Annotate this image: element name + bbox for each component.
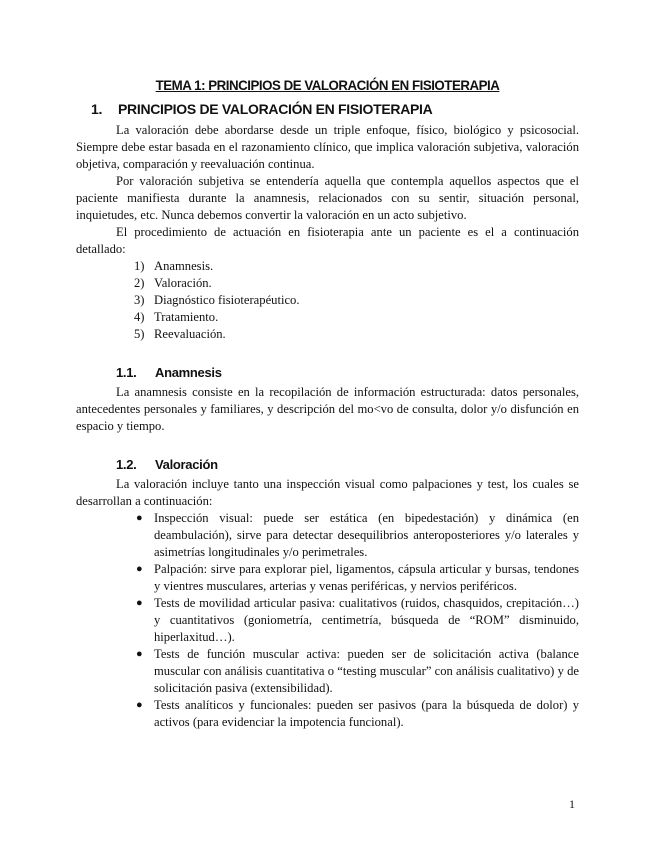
list-item [134,697,579,731]
list-item-text: Reevaluación. [154,327,226,341]
bullet-icon: ● [136,648,143,660]
list-item-text: Inspección visual: puede ser estática (en bipedestación) y dinámica (en deambulación), sirve para detectar desequilibrios anteroposteriores y/o laterales y asimetrías longitudinales y/o perimetrales. [154,511,579,559]
list-item [134,292,300,309]
paragraph: El procedimiento de actuación en fisioterapia ante un paciente es el a continuación detallado: [76,225,579,256]
list-item-text: Anamnesis. [154,259,214,273]
paragraph: Por valoración subjetiva se entendería aquella que contempla aquellos aspectos que el paciente manifiesta durante la anamnesis, relacionados con su sentir, situación personal, inquietudes, etc. Nunca debemos convertir la valoración en un acto subjetivo. [76,174,579,222]
section-1-2-heading [116,456,218,473]
section-1-2-title: Valoración [155,457,218,472]
list-item [134,595,579,646]
section-1-body [76,122,579,258]
paragraph: La anamnesis consiste en la recopilación de información estructurada: datos personales, antecedentes personales y familiares, y descripción del mo<vo de consulta, dolor y/o disfunción en espacio y tiempo. [76,385,579,433]
list-item-number: 3) [134,293,145,307]
section-1-heading [91,101,432,118]
list-item [134,326,300,343]
bullet-icon: ● [136,699,143,711]
list-item [134,275,300,292]
bullet-icon: ● [136,512,143,524]
list-item-text: Palpación: sirve para explorar piel, ligamentos, cápsula articular y bursas, tendones y vientres musculares, arterias y venas periféricas, y nervios periféricos. [154,562,579,593]
assessment-bullet-list [134,510,579,731]
section-1-1-body [76,384,579,435]
section-1-1-number: 1.1. [116,365,137,380]
bullet-icon: ● [136,597,143,609]
page-number: 1 [569,797,575,811]
paragraph: La valoración debe abordarse desde un triple enfoque, físico, biológico y psicosocial. Siempre debe estar basada en el razonamiento clínico, que implica valoración subjetiva, valoración objetiva, comparación y reevaluación continua. [76,123,579,171]
section-1-1-title: Anamnesis [155,365,222,380]
procedure-steps-list [134,258,300,343]
section-1-1-heading [116,364,222,381]
list-item [134,258,300,275]
section-1-title: PRINCIPIOS DE VALORACIÓN EN FISIOTERAPIA [118,101,433,117]
list-item-text: Tratamiento. [154,310,219,324]
list-item-number: 5) [134,327,145,341]
list-item-text: Tests de función muscular activa: pueden ser de solicitación activa (balance muscular con análisis cuantitativa o “testing muscular” con análisis cualitativo) y de solicitación pasiva (extensibilidad). [154,647,579,695]
document-title: TEMA 1: PRINCIPIOS DE VALORACIÓN EN FISIOTERAPIA [155,77,500,93]
list-item-number: 2) [134,276,145,290]
list-item [134,309,300,326]
section-1-number: 1. [91,101,103,117]
section-1-2-body [76,476,579,510]
list-item [134,510,579,561]
list-item-text: Diagnóstico fisioterapéutico. [154,293,300,307]
list-item [134,561,579,595]
list-item [134,646,579,697]
paragraph: La valoración incluye tanto una inspección visual como palpaciones y test, los cuales se desarrollan a continuación: [76,477,579,508]
section-1-2-number: 1.2. [116,457,137,472]
list-item-text: Tests analíticos y funcionales: pueden ser pasivos (para la búsqueda de dolor) y activos (para evidenciar la impotencia funcional). [154,698,579,729]
list-item-number: 1) [134,259,145,273]
list-item-text: Valoración. [154,276,212,290]
bullet-icon: ● [136,563,143,575]
list-item-number: 4) [134,310,145,324]
list-item-text: Tests de movilidad articular pasiva: cualitativos (ruidos, chasquidos, crepitación…) y cuantitativos (goniometría, centimetría, búsqueda de “ROM” disminuido, hiperlaxitud…). [154,596,579,644]
